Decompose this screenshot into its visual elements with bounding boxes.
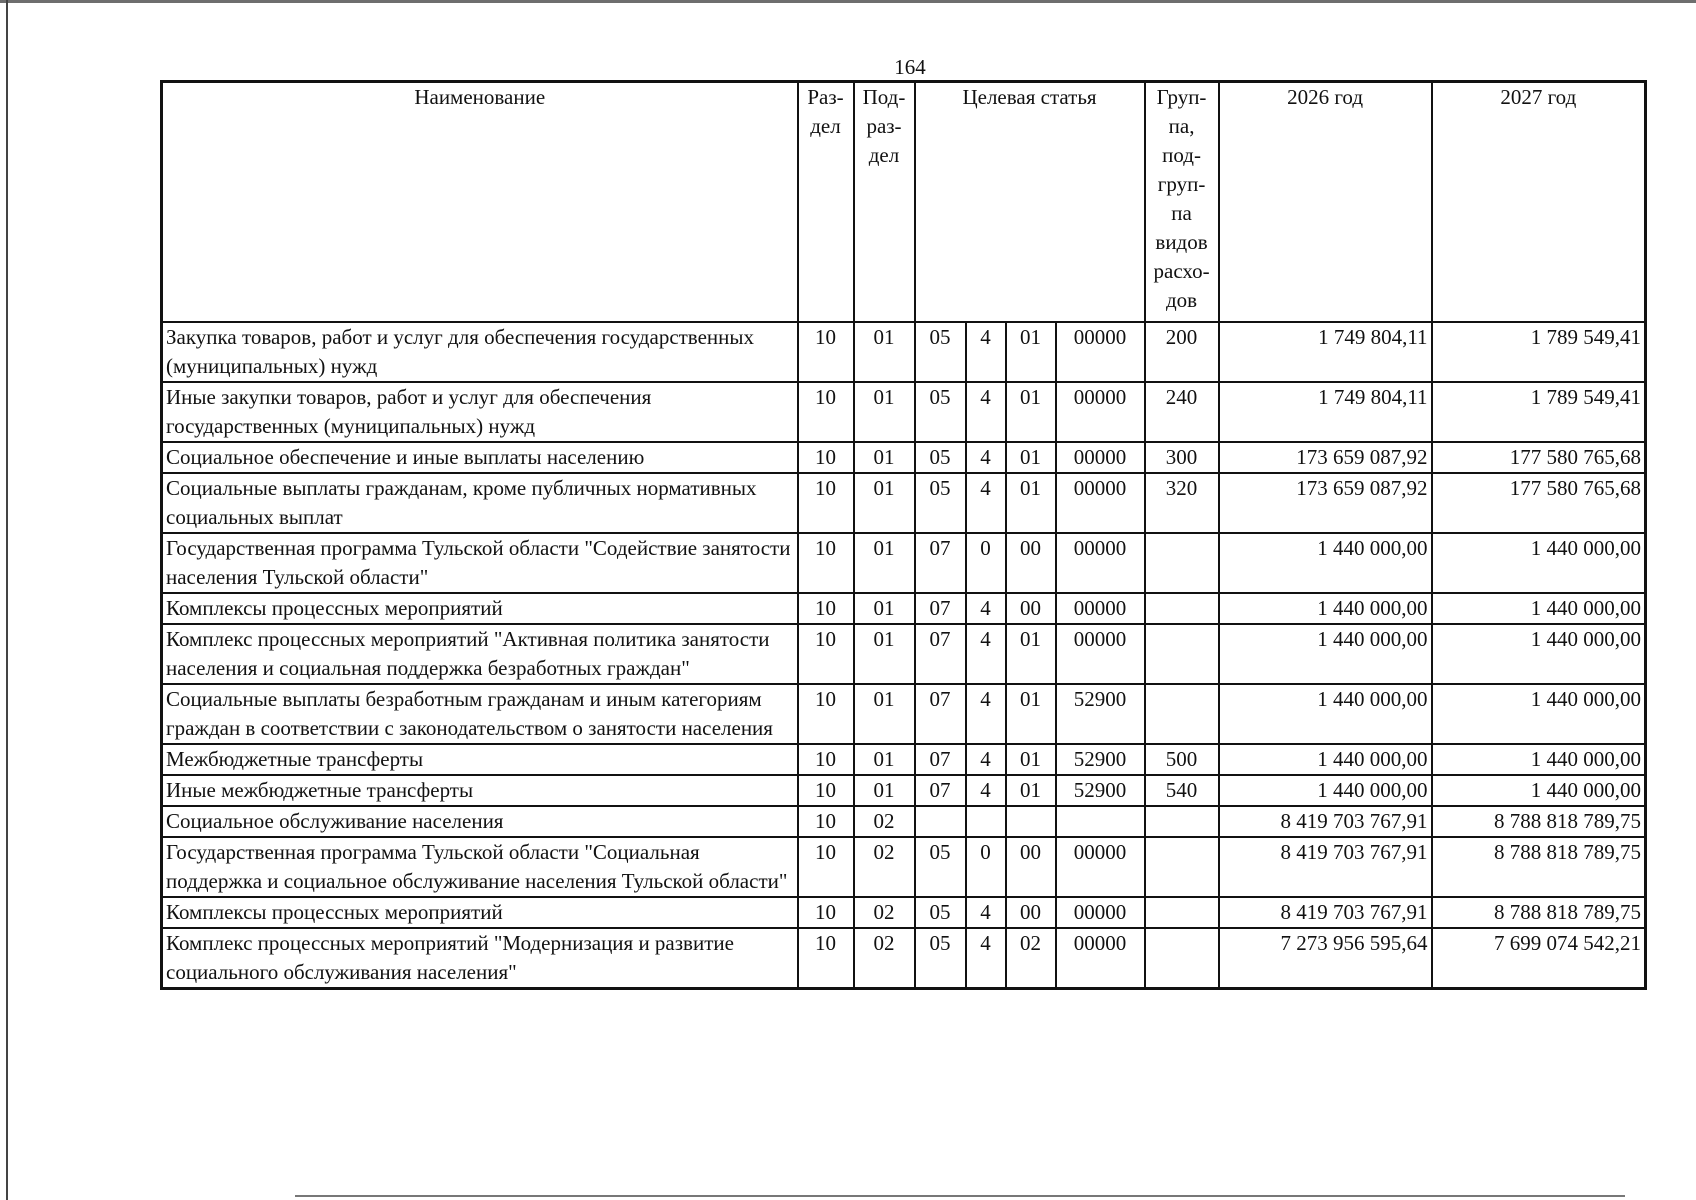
row-expense-group [1145,533,1219,593]
row-target-direction: 00000 [1056,322,1145,382]
row-amount-2026: 1 440 000,00 [1219,744,1432,775]
row-name: Государственная программа Тульской области "Социальная поддержка и социальное обслуживание населения Тульской области" [162,837,798,897]
row-target-structural: 00 [1006,897,1056,928]
row-target-type: 4 [966,382,1006,442]
row-name: Социальные выплаты безработным гражданам и иным категориям граждан в соответствии с законодательством о занятости населения [162,684,798,744]
row-podrazdel: 01 [854,473,915,533]
header-year-2027: 2027 год [1432,82,1646,323]
row-target-type: 4 [966,744,1006,775]
row-amount-2027: 1 440 000,00 [1432,744,1646,775]
header-razdel: Раз- дел [798,82,854,323]
row-target-program: 07 [915,775,966,806]
row-expense-group [1145,624,1219,684]
row-razdel: 10 [798,897,854,928]
row-name: Государственная программа Тульской области "Содействие занятости населения Тульской области" [162,533,798,593]
row-expense-group: 540 [1145,775,1219,806]
row-target-type [966,806,1006,837]
table-row [162,382,1646,442]
row-amount-2026: 1 749 804,11 [1219,382,1432,442]
row-razdel: 10 [798,806,854,837]
row-target-program: 07 [915,533,966,593]
row-name: Иные закупки товаров, работ и услуг для обеспечения государственных (муниципальных) нужд [162,382,798,442]
table-row [162,806,1646,837]
row-target-type: 0 [966,533,1006,593]
budget-table [160,80,1647,990]
row-target-type: 4 [966,624,1006,684]
row-podrazdel: 01 [854,533,915,593]
table-row [162,928,1646,989]
row-expense-group: 300 [1145,442,1219,473]
row-amount-2027: 1 440 000,00 [1432,593,1646,624]
row-target-program: 07 [915,684,966,744]
row-razdel: 10 [798,928,854,989]
row-razdel: 10 [798,837,854,897]
row-target-direction: 52900 [1056,684,1145,744]
row-expense-group [1145,928,1219,989]
row-target-direction: 00000 [1056,837,1145,897]
row-target-type: 0 [966,837,1006,897]
row-target-structural: 00 [1006,837,1056,897]
row-target-program: 05 [915,442,966,473]
row-target-direction: 52900 [1056,744,1145,775]
row-amount-2026: 8 419 703 767,91 [1219,837,1432,897]
row-amount-2027: 8 788 818 789,75 [1432,806,1646,837]
row-target-structural: 01 [1006,442,1056,473]
row-target-structural: 01 [1006,684,1056,744]
row-target-direction: 00000 [1056,473,1145,533]
table-row [162,624,1646,684]
row-expense-group: 200 [1145,322,1219,382]
row-target-structural: 01 [1006,322,1056,382]
row-target-program: 05 [915,382,966,442]
row-target-type: 4 [966,473,1006,533]
row-expense-group [1145,897,1219,928]
row-target-program: 07 [915,624,966,684]
row-amount-2027: 7 699 074 542,21 [1432,928,1646,989]
page-number: 164 [894,55,926,79]
row-razdel: 10 [798,624,854,684]
row-expense-group [1145,806,1219,837]
row-name: Социальное обеспечение и иные выплаты населению [162,442,798,473]
row-target-type: 4 [966,928,1006,989]
row-razdel: 10 [798,744,854,775]
row-target-program: 05 [915,322,966,382]
row-target-structural: 01 [1006,775,1056,806]
row-target-direction: 00000 [1056,533,1145,593]
row-podrazdel: 01 [854,775,915,806]
row-razdel: 10 [798,775,854,806]
table-row [162,322,1646,382]
row-razdel: 10 [798,382,854,442]
table-row [162,837,1646,897]
scan-border-top [0,0,1696,3]
row-podrazdel: 02 [854,897,915,928]
row-target-structural: 00 [1006,593,1056,624]
row-name: Комплексы процессных мероприятий [162,897,798,928]
row-podrazdel: 02 [854,928,915,989]
row-target-direction: 00000 [1056,928,1145,989]
row-amount-2027: 1 440 000,00 [1432,624,1646,684]
row-razdel: 10 [798,684,854,744]
row-amount-2026: 7 273 956 595,64 [1219,928,1432,989]
row-razdel: 10 [798,322,854,382]
row-target-structural: 01 [1006,744,1056,775]
row-amount-2026: 1 440 000,00 [1219,775,1432,806]
row-amount-2027: 8 788 818 789,75 [1432,837,1646,897]
table-row [162,897,1646,928]
row-target-structural: 02 [1006,928,1056,989]
row-target-program: 07 [915,744,966,775]
row-expense-group: 320 [1145,473,1219,533]
row-target-direction [1056,806,1145,837]
row-expense-group: 240 [1145,382,1219,442]
row-target-structural: 00 [1006,533,1056,593]
scan-border-left [6,0,8,1200]
row-razdel: 10 [798,442,854,473]
row-name: Социальное обслуживание населения [162,806,798,837]
row-podrazdel: 01 [854,624,915,684]
row-podrazdel: 02 [854,837,915,897]
row-expense-group [1145,684,1219,744]
row-podrazdel: 01 [854,442,915,473]
row-expense-group [1145,593,1219,624]
row-name: Комплексы процессных мероприятий [162,593,798,624]
row-target-type: 4 [966,897,1006,928]
table-row [162,593,1646,624]
row-podrazdel: 01 [854,593,915,624]
row-target-direction: 00000 [1056,624,1145,684]
row-target-structural: 01 [1006,624,1056,684]
row-amount-2026: 173 659 087,92 [1219,442,1432,473]
row-name: Комплекс процессных мероприятий "Модернизация и развитие социального обслуживания населения" [162,928,798,989]
row-target-program: 05 [915,837,966,897]
table-header-row [162,82,1646,323]
row-amount-2027: 177 580 765,68 [1432,442,1646,473]
table-row [162,744,1646,775]
table-row [162,684,1646,744]
row-target-structural: 01 [1006,382,1056,442]
row-target-type: 4 [966,442,1006,473]
row-target-structural [1006,806,1056,837]
table-body [162,322,1646,989]
row-target-direction: 00000 [1056,593,1145,624]
row-razdel: 10 [798,473,854,533]
row-target-direction: 00000 [1056,382,1145,442]
row-razdel: 10 [798,593,854,624]
row-amount-2026: 1 440 000,00 [1219,593,1432,624]
row-amount-2026: 1 440 000,00 [1219,684,1432,744]
row-name: Комплекс процессных мероприятий "Активная политика занятости населения и социальная поддержка безработных граждан" [162,624,798,684]
row-amount-2026: 8 419 703 767,91 [1219,897,1432,928]
row-amount-2026: 8 419 703 767,91 [1219,806,1432,837]
row-target-type: 4 [966,593,1006,624]
row-target-direction: 52900 [1056,775,1145,806]
table-row [162,442,1646,473]
header-podrazdel: Под- раз- дел [854,82,915,323]
row-name: Иные межбюджетные трансферты [162,775,798,806]
row-target-type: 4 [966,322,1006,382]
row-amount-2027: 1 789 549,41 [1432,322,1646,382]
row-expense-group [1145,837,1219,897]
row-amount-2026: 1 440 000,00 [1219,624,1432,684]
header-year-2026: 2026 год [1219,82,1432,323]
row-podrazdel: 01 [854,744,915,775]
row-podrazdel: 01 [854,684,915,744]
row-podrazdel: 02 [854,806,915,837]
row-target-program: 05 [915,897,966,928]
row-expense-group: 500 [1145,744,1219,775]
header-name: Наименование [162,82,798,323]
row-podrazdel: 01 [854,382,915,442]
row-target-type: 4 [966,775,1006,806]
table-row [162,473,1646,533]
header-expense-group: Груп- па, под- груп- па видов расхо- дов [1145,82,1219,323]
row-amount-2026: 1 440 000,00 [1219,533,1432,593]
row-target-direction: 00000 [1056,442,1145,473]
row-target-direction: 00000 [1056,897,1145,928]
row-name: Социальные выплаты гражданам, кроме публичных нормативных социальных выплат [162,473,798,533]
header-target-article: Целевая статья [915,82,1145,323]
row-amount-2027: 8 788 818 789,75 [1432,897,1646,928]
row-target-structural: 01 [1006,473,1056,533]
row-amount-2027: 1 440 000,00 [1432,684,1646,744]
row-name: Закупка товаров, работ и услуг для обеспечения государственных (муниципальных) нужд [162,322,798,382]
row-amount-2027: 1 440 000,00 [1432,775,1646,806]
row-amount-2027: 1 440 000,00 [1432,533,1646,593]
row-target-program [915,806,966,837]
row-podrazdel: 01 [854,322,915,382]
row-target-type: 4 [966,684,1006,744]
row-target-program: 07 [915,593,966,624]
row-amount-2027: 1 789 549,41 [1432,382,1646,442]
table-row [162,533,1646,593]
row-amount-2026: 1 749 804,11 [1219,322,1432,382]
row-name: Межбюджетные трансферты [162,744,798,775]
row-target-program: 05 [915,928,966,989]
table-row [162,775,1646,806]
row-amount-2026: 173 659 087,92 [1219,473,1432,533]
row-amount-2027: 177 580 765,68 [1432,473,1646,533]
scan-border-bottom [295,1195,1625,1197]
row-razdel: 10 [798,533,854,593]
row-target-program: 05 [915,473,966,533]
